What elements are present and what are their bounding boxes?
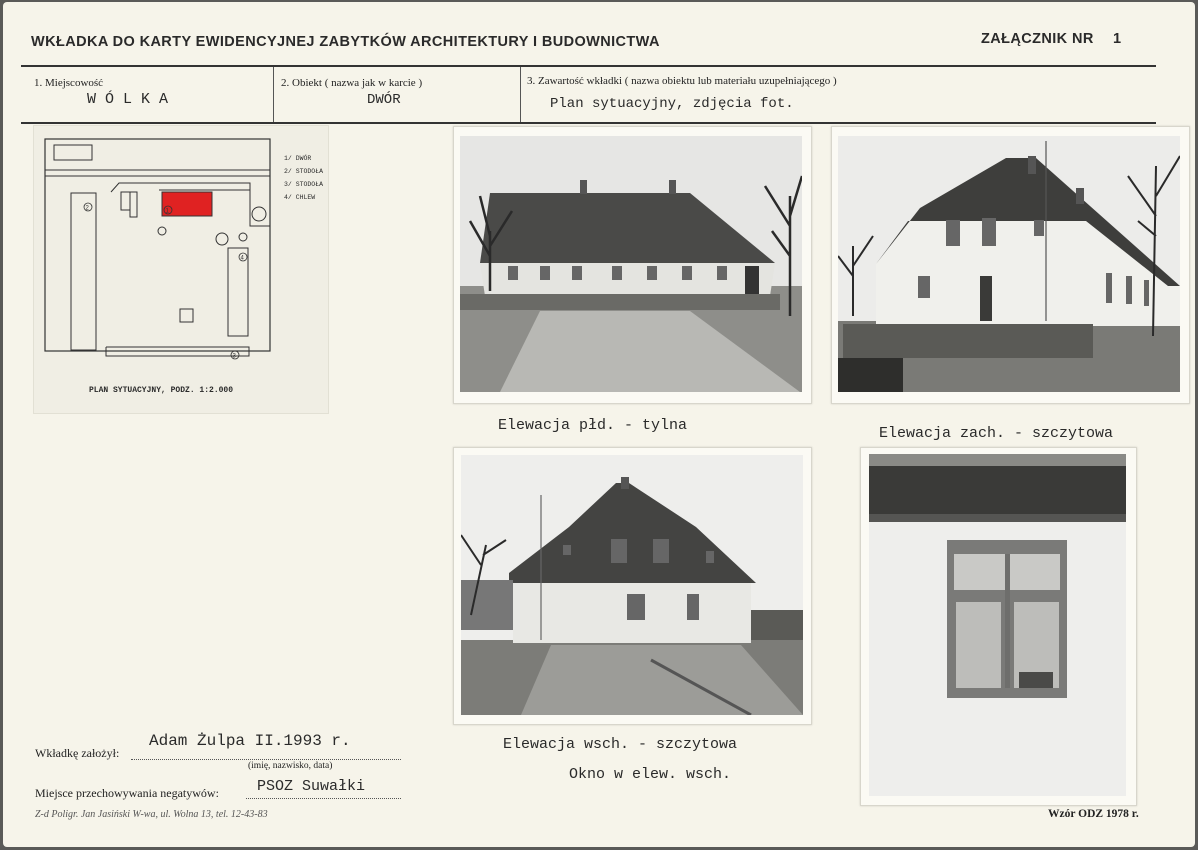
field-divider-2 — [520, 67, 521, 123]
record-card — [3, 2, 1195, 847]
creator-value: Adam Żulpa II.1993 r. — [149, 732, 351, 750]
printer-imprint: Z-d Poligr. Jan Jasiński W-wa, ul. Wolna 13, tel. 12-43-83 — [35, 809, 268, 820]
photo-east-elevation — [461, 455, 803, 715]
caption-west-elevation: Elewacja zach. - szczytowa — [879, 425, 1114, 442]
site-plan-caption: PLAN SYTUACYJNY, PODZ. 1:2.000 — [89, 386, 234, 395]
site-plan — [33, 125, 329, 414]
plan-marker-2: 2 — [85, 205, 89, 212]
manor-highlight — [162, 192, 212, 216]
contents-label: 3. Zawartość wkładki ( nazwa obiektu lub materiału uzupełniającego ) — [527, 75, 837, 87]
object-value: DWÓR — [367, 92, 401, 108]
creator-dotted-line — [131, 759, 401, 760]
field-divider-1 — [273, 67, 274, 123]
storage-label: Miejsce przechowywania negatywów: — [35, 786, 219, 800]
photo-south-image — [460, 136, 802, 392]
card-title: WKŁADKA DO KARTY EWIDENCYJNEJ ZABYTKÓW ARCHITEKTURY I BUDOWNICTWA — [31, 34, 660, 50]
header-rule-bottom — [21, 122, 1156, 124]
storage-dotted-line — [246, 798, 401, 799]
photo-south-elevation — [460, 136, 802, 392]
creator-label: Wkładkę założył: — [35, 746, 120, 760]
attachment-number: 1 — [1113, 31, 1122, 47]
legend-item: 2/ STODOŁA — [284, 168, 324, 175]
object-label: 2. Obiekt ( nazwa jak w karcie ) — [281, 77, 423, 89]
form-pattern: Wzór ODZ 1978 r. — [1048, 808, 1139, 820]
plan-marker-1: 1 — [165, 208, 169, 215]
site-plan-legend — [284, 152, 323, 204]
photo-west-elevation — [838, 136, 1180, 392]
locality-value: W Ó L K A — [87, 91, 169, 108]
legend-item: 4/ CHLEW — [284, 194, 316, 201]
photo-window — [869, 454, 1126, 796]
creator-hint: (imię, nazwisko, data) — [248, 761, 333, 771]
storage-value: PSOZ Suwałki — [257, 778, 366, 795]
plan-marker-3: 3 — [232, 353, 236, 360]
caption-south-elevation: Elewacja płd. - tylna — [498, 417, 688, 434]
caption-east-elevation: Elewacja wsch. - szczytowa — [503, 736, 738, 753]
photo-east-image — [461, 455, 803, 715]
locality-label: 1. Miejscowość — [34, 77, 104, 89]
photo-west-image — [838, 136, 1180, 392]
plan-marker-4: 4 — [240, 255, 244, 262]
contents-value: Plan sytuacyjny, zdjęcia fot. — [550, 96, 794, 112]
header-rule-top — [21, 65, 1156, 67]
caption-window: Okno w elew. wsch. — [569, 766, 732, 783]
legend-item: 1/ DWÓR — [284, 155, 312, 162]
attachment-label: ZAŁĄCZNIK NR — [981, 31, 1094, 47]
photo-window-image — [869, 454, 1126, 796]
legend-item: 3/ STODOŁA — [284, 181, 324, 188]
